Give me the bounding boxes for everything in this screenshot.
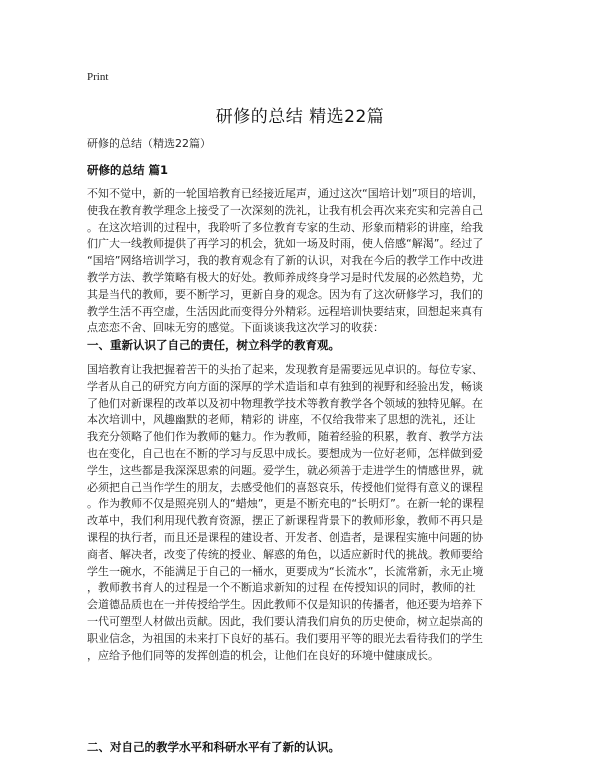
paragraph-line: 课程的执行者，而且还是课程的建设者、开发者、创造者，是课程实施中问题的协 [87,530,483,544]
paragraph-line: 点恋恋不舍、回味无穷的感觉。下面谈谈我这次学习的收获： [87,321,384,335]
section-heading-one: 一、重新认识了自己的责任，树立科学的教育观。 [87,338,340,352]
section-heading-two: 二、对自己的教学水平和科研水平有了新的认识。 [87,740,340,754]
document-subtitle: 研修的总结（精选22篇） [87,137,211,150]
paragraph-line: 。作为教师不仅是照亮别人的“蜡烛”，更是不断充电的“长明灯”。在新一轮的课程 [87,497,484,511]
paragraph-line: 必须把自己当作学生的朋友，去感受他们的喜怒哀乐，传授他们觉得有意义的课程 [87,480,483,494]
paragraph-line: ，教师教书育人的过程是一个不断追求新知的过程 在传授知识的同时，教师的社 [87,581,476,595]
paragraph-line: 使我在教育教学理念上接受了一次深刻的洗礼，让我有机会再次来充实和完善自己 [87,203,483,217]
paragraph-line: 们广大一线教师提供了再学习的机会，犹如一场及时雨，使人倍感“解渴”。经过了 [87,237,484,251]
paragraph-line: 教学方法、教学策略有极大的好处。教师养成终身学习是时代发展的必然趋势，尤 [87,270,483,284]
paragraph-line: 也在变化，自己也在不断的学习与反思中成长。要想成为一位好老师，怎样做到爱 [87,446,483,460]
paragraph-line: 会道德品质也在一并传授给学生。因此教师不仅是知识的传播者，他还要为培养下 [87,598,483,612]
paragraph-line: 其是当代的教师，要不断学习，更新自身的观念。因为有了这次研修学习，我们的 [87,287,483,301]
paragraph-line: 本次培训中，风趣幽默的老师，精彩的 讲座，不仅给我带来了思想的洗礼，还让 [87,413,476,427]
paragraph-line: 了他们对新课程的改革以及初中物理教学技术等教育教学各个领域的独特见解。在 [87,396,483,410]
page-title: 研修的总结 精选22篇 [215,107,385,127]
paragraph-line: 学生一碗水，不能满足于自己的一桶水，更要成为“长流水”，长流常新，永无止境 [87,564,484,578]
paragraph-line: 不知不觉中，新的一轮国培教育已经接近尾声，通过这次“国培计划”项目的培训， [87,187,484,200]
paragraph-line: ，应给予他们同等的发挥创造的机会，让他们在良好的环境中健康成长。 [87,648,439,662]
paragraph-line: “国培”网络培训学习，我的教育观念有了新的认识，对我在今后的教学工作中改进 [87,254,484,268]
paragraph-line: 学者从自己的研究方向方面的深厚的学术造诣和卓有独到的视野和经验出发，畅谈 [87,379,483,393]
print-label: Print [87,71,109,83]
paragraph-intro [87,186,514,337]
paragraph-line: 改革中，我们利用现代教育资源，摆正了新课程背景下的教师形象，教师不再只是 [87,514,483,528]
paragraph-line: 职业信念，为祖国的未来打下良好的基石。我们要用平等的眼光去看待我们的学生 [87,631,483,645]
paragraph-line: 商者、解决者，改变了传统的授业、解惑的角色，以适应新时代的挑战。教师要给 [87,547,483,561]
paragraph-line: 我充分领略了他们作为教师的魅力。作为教师，随着经验的积累，教育、教学方法 [87,430,483,444]
paragraph-line: 国培教育让我把握着苦干的头抬了起来，发现教育是需要远见卓识的。每位专家、 [87,363,483,376]
paragraph-line: 学生，这些都是我深深思索的问题。爱学生，就必须善于走进学生的情感世界，就 [87,463,483,477]
paragraph-line: 。在这次培训的过程中，我聆听了多位教育专家的生动、形象而精彩的讲座，给我 [87,220,483,234]
paragraph-line: 教学生活不再空虚，生活因此而变得分外精彩。远程培训快要结束，回想起来真有 [87,304,483,318]
paragraph-line: 一代可塑型人材做出贡献。因此，我们要认清我们肩负的历史使命，树立起崇高的 [87,614,483,628]
paragraph-section-one [87,362,514,664]
article-heading: 研修的总结 篇1 [87,163,169,177]
